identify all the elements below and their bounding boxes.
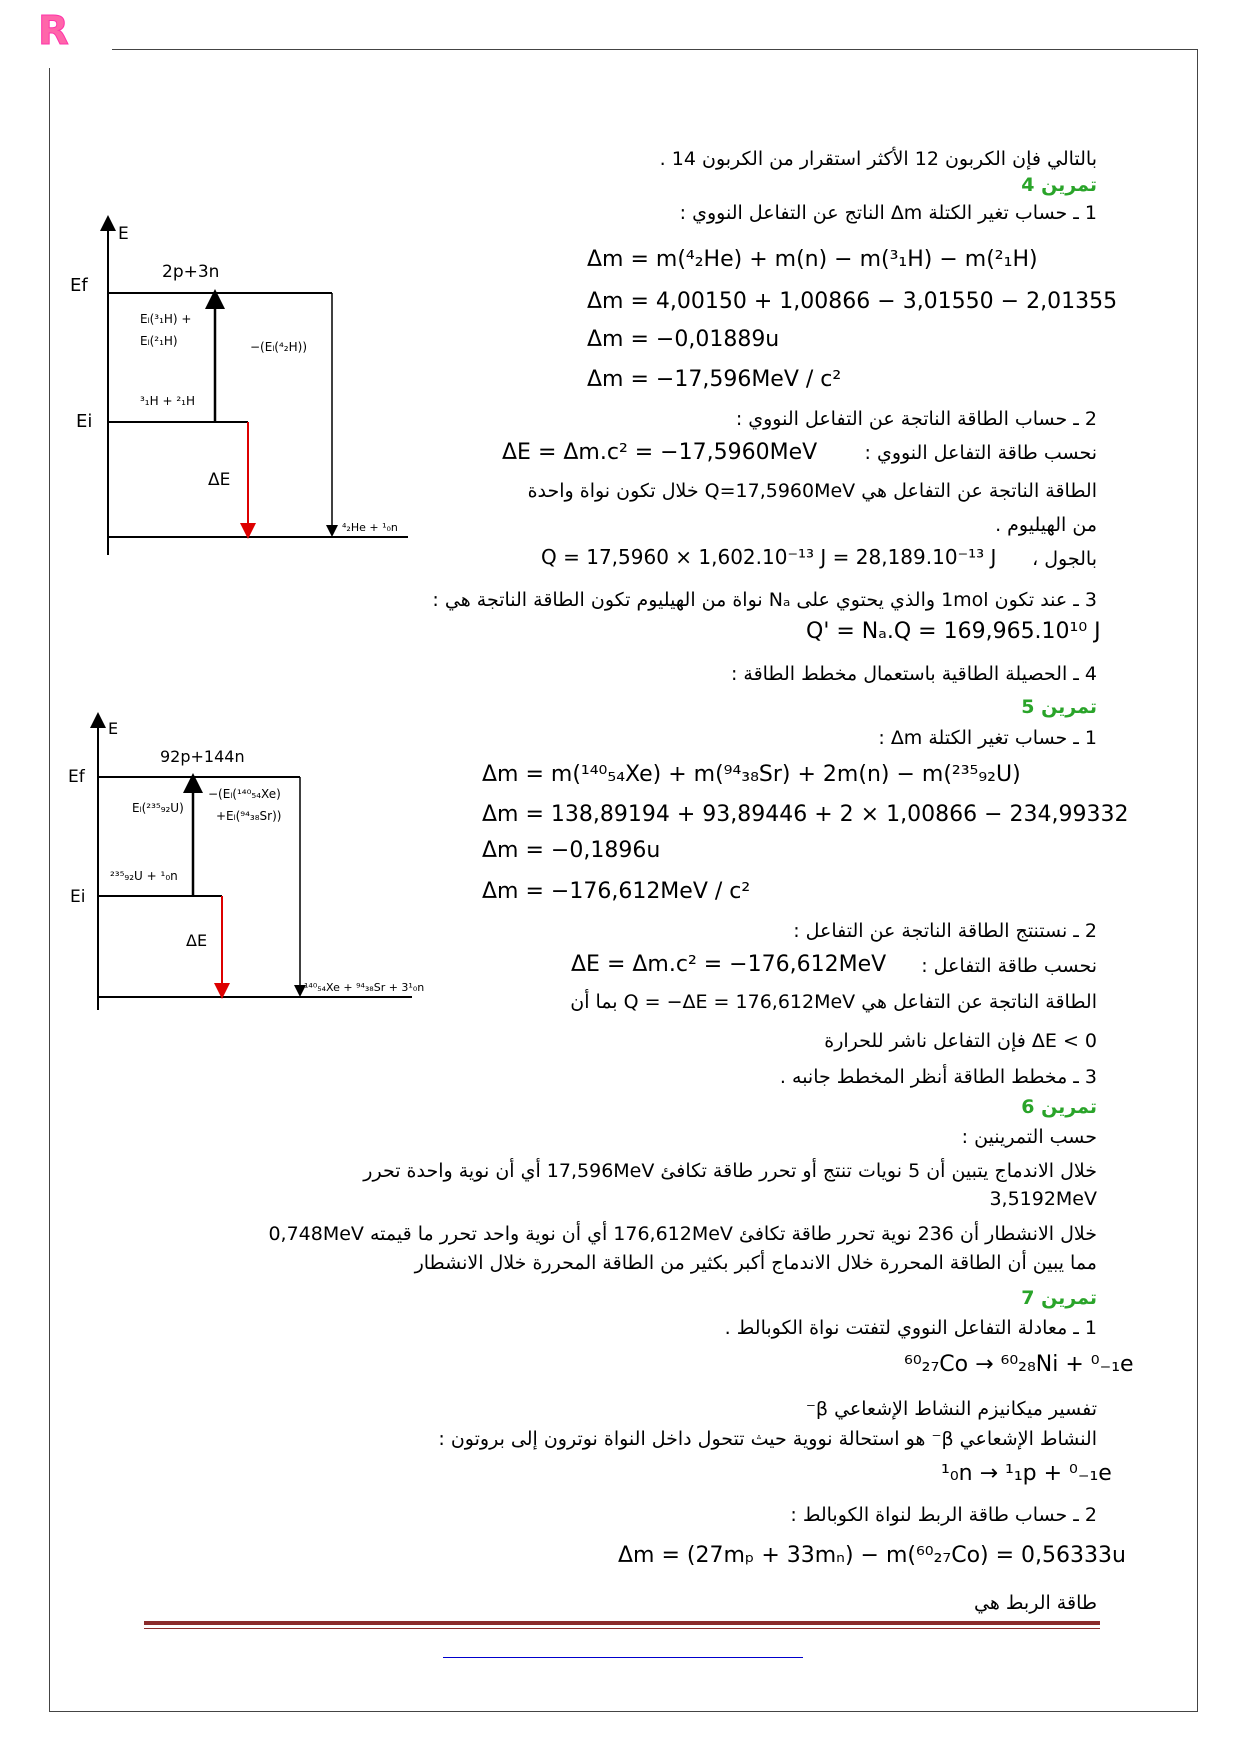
final-state-label: ¹⁴⁰₅₄Xe + ⁹⁴₃₈Sr + 3¹₀n	[304, 981, 425, 994]
initial-state-label: ²³⁵₉₂U + ¹₀n	[110, 869, 178, 883]
exercise-5-title: تمرين 5	[1021, 696, 1097, 718]
ex7-equation-2: ¹₀n → ¹₁p + ⁰₋₁e	[941, 1461, 1112, 1486]
top-state-label: 2p+3n	[162, 262, 220, 282]
ex6-line-3: 3,5192MeV	[989, 1188, 1097, 1210]
ef-label: Ef	[70, 275, 88, 296]
ex4-question-3: 3 ـ عند تكون 1mol والذي يحتوي على Nₐ نواة من الهيليوم تكون الطاقة الناتجة هي :	[432, 589, 1097, 611]
bind-in-label-2: Eₗ(²₁H)	[140, 334, 178, 348]
ex5-equation-1: Δm = m(¹⁴⁰₅₄Xe) + m(⁹⁴₃₈Sr) + 2m(n) − m(²³⁵₉₂U)	[482, 762, 1021, 787]
ei-label: Ei	[76, 411, 93, 432]
ex4-equation-4: Δm = −17,596MeV / c²	[587, 367, 842, 392]
frame-bottom-border	[49, 1711, 1198, 1712]
axis-label: E	[118, 224, 129, 244]
delta-e-label: ΔE	[186, 931, 208, 950]
ex7-beta-text: النشاط الإشعاعي β⁻ هو استحالة نووية حيث تتحول داخل النواة نوترون إلى بروتون :	[438, 1428, 1097, 1450]
ex5-question-2: 2 ـ نستنتج الطاقة الناتجة عن التفاعل :	[793, 920, 1097, 942]
ex4-equation-1: Δm = m(⁴₂He) + m(n) − m(³₁H) − m(²₁H)	[587, 247, 1038, 272]
frame-right-border	[1197, 49, 1198, 1712]
ex7-binding-energy: طاقة الربط هي	[974, 1592, 1097, 1614]
ex5-energy-equation: ΔE = Δm.c² = −176,612MeV	[571, 952, 887, 977]
ei-label: Ei	[70, 887, 86, 907]
ex4-question-4: 4 ـ الحصيلة الطاقية باستعمال مخطط الطاقة :	[730, 663, 1097, 685]
ex5-question-1: 1 ـ حساب تغير الكتلة Δm :	[878, 727, 1097, 749]
bind-out-label: −(Eₗ(⁴₂H))	[250, 340, 307, 354]
footer-link-underline[interactable]	[443, 1657, 803, 1658]
exercise-7-title: تمرين 7	[1021, 1287, 1097, 1309]
ex7-question-2: 2 ـ حساب طاقة الربط لنواة الكوبالط :	[790, 1504, 1097, 1526]
ex4-equation-2: Δm = 4,00150 + 1,00866 − 3,01550 − 2,01355	[587, 289, 1118, 314]
bind-out-label-1: −(Eₗ(¹⁴⁰₅₄Xe)	[208, 787, 281, 801]
ex7-beta-title: تفسير ميكانيزم النشاط الإشعاعي β⁻	[805, 1398, 1097, 1420]
delta-e-label: ΔE	[208, 470, 231, 490]
initial-state-label: ³₁H + ²₁H	[140, 394, 195, 408]
exercise-6-title: تمرين 6	[1021, 1096, 1097, 1118]
ef-label: Ef	[68, 767, 85, 787]
ex7-equation-1: ⁶⁰₂₇Co → ⁶⁰₂₈Ni + ⁰₋₁e	[904, 1352, 1134, 1377]
ex5-energy-label: نحسب طاقة التفاعل :	[921, 955, 1097, 977]
ex4-q3-equation: Q' = Nₐ.Q = 169,965.10¹⁰ J	[806, 619, 1101, 644]
ex4-question-2: 2 ـ حساب الطاقة الناتجة عن التفاعل النووي :	[735, 408, 1097, 430]
ex7-equation-3: Δm = (27mₚ + 33mₙ) − m(⁶⁰₂₇Co) = 0,56333u	[618, 1543, 1126, 1568]
bind-in-label-1: Eₗ(³₁H) +	[140, 312, 192, 326]
ex4-joule-label: بالجول ،	[1032, 548, 1097, 570]
ex4-released-energy-2: من الهيليوم .	[995, 514, 1097, 536]
fusion-energy-diagram	[60, 215, 420, 555]
ex6-line-1: حسب التمرينين :	[961, 1126, 1097, 1148]
ex4-released-energy-1: الطاقة الناتجة عن التفاعل هي Q=17,5960MeV خلال تكون نواة واحدة	[527, 480, 1097, 502]
bind-in-label: Eₗ(²³⁵₉₂U)	[132, 801, 184, 815]
frame-left-border	[49, 68, 50, 1712]
top-state-label: 92p+144n	[160, 747, 245, 766]
ex7-question-1: 1 ـ معادلة التفاعل النووي لتفتت نواة الكوبالط .	[724, 1317, 1097, 1339]
ex5-question-3: 3 ـ مخطط الطاقة أنظر المخطط جانبه .	[779, 1066, 1097, 1088]
footer-rule-thin	[144, 1628, 1100, 1629]
ex5-equation-2: Δm = 138,89194 + 93,89446 + 2 × 1,00866 − 234,99332	[482, 802, 1129, 827]
ex5-released-energy: الطاقة الناتجة عن التفاعل هي Q = −ΔE = 176,612MeV بما أن	[570, 991, 1097, 1013]
bind-out-label-2: +Eₗ(⁹⁴₃₈Sr))	[216, 809, 282, 823]
final-state-label: ⁴₂He + ¹₀n	[342, 521, 398, 534]
ex6-line-4: خلال الانشطار أن 236 نوية تحرر طاقة تكافئ 176,612MeV أي أن نوية واحد تحرر ما قيمته 0,748MeV	[268, 1223, 1097, 1245]
logo-letter: R	[38, 8, 69, 54]
ex4-energy-label: نحسب طاقة التفاعل النووي :	[864, 442, 1097, 464]
ex6-line-5: مما يبين أن الطاقة المحررة خلال الاندماج أكبر بكثير من الطاقة المحررة خلال الانشطار	[414, 1252, 1097, 1274]
ex4-joule-equation: Q = 17,5960 × 1,602.10⁻¹³ J = 28,189.10⁻¹³ J	[541, 545, 997, 569]
ex4-question-1: 1 ـ حساب تغير الكتلة Δm الناتج عن التفاعل النووي :	[679, 202, 1097, 224]
ex5-exothermic-note: ΔE < 0 فإن التفاعل ناشر للحرارة	[824, 1030, 1097, 1052]
footer-rule	[144, 1621, 1100, 1625]
fission-energy-diagram	[60, 712, 430, 1012]
ex4-energy-equation: ΔE = Δm.c² = −17,5960MeV	[502, 440, 818, 465]
frame-top-border	[112, 49, 1198, 50]
ex6-line-2: خلال الاندماج يتبين أن 5 نويات تنتج أو تحرر طاقة تكافئ 17,596MeV أي أن نوية واحدة تحرر	[363, 1160, 1097, 1182]
ex5-equation-3: Δm = −0,1896u	[482, 838, 661, 863]
exercise-4-title: تمرين 4	[1021, 174, 1097, 196]
axis-label: E	[108, 719, 119, 738]
intro-line: بالتالي فإن الكربون 12 الأكثر استقرار من الكربون 14 .	[659, 148, 1097, 170]
ex5-equation-4: Δm = −176,612MeV / c²	[482, 879, 751, 904]
ex4-equation-3: Δm = −0,01889u	[587, 327, 780, 352]
